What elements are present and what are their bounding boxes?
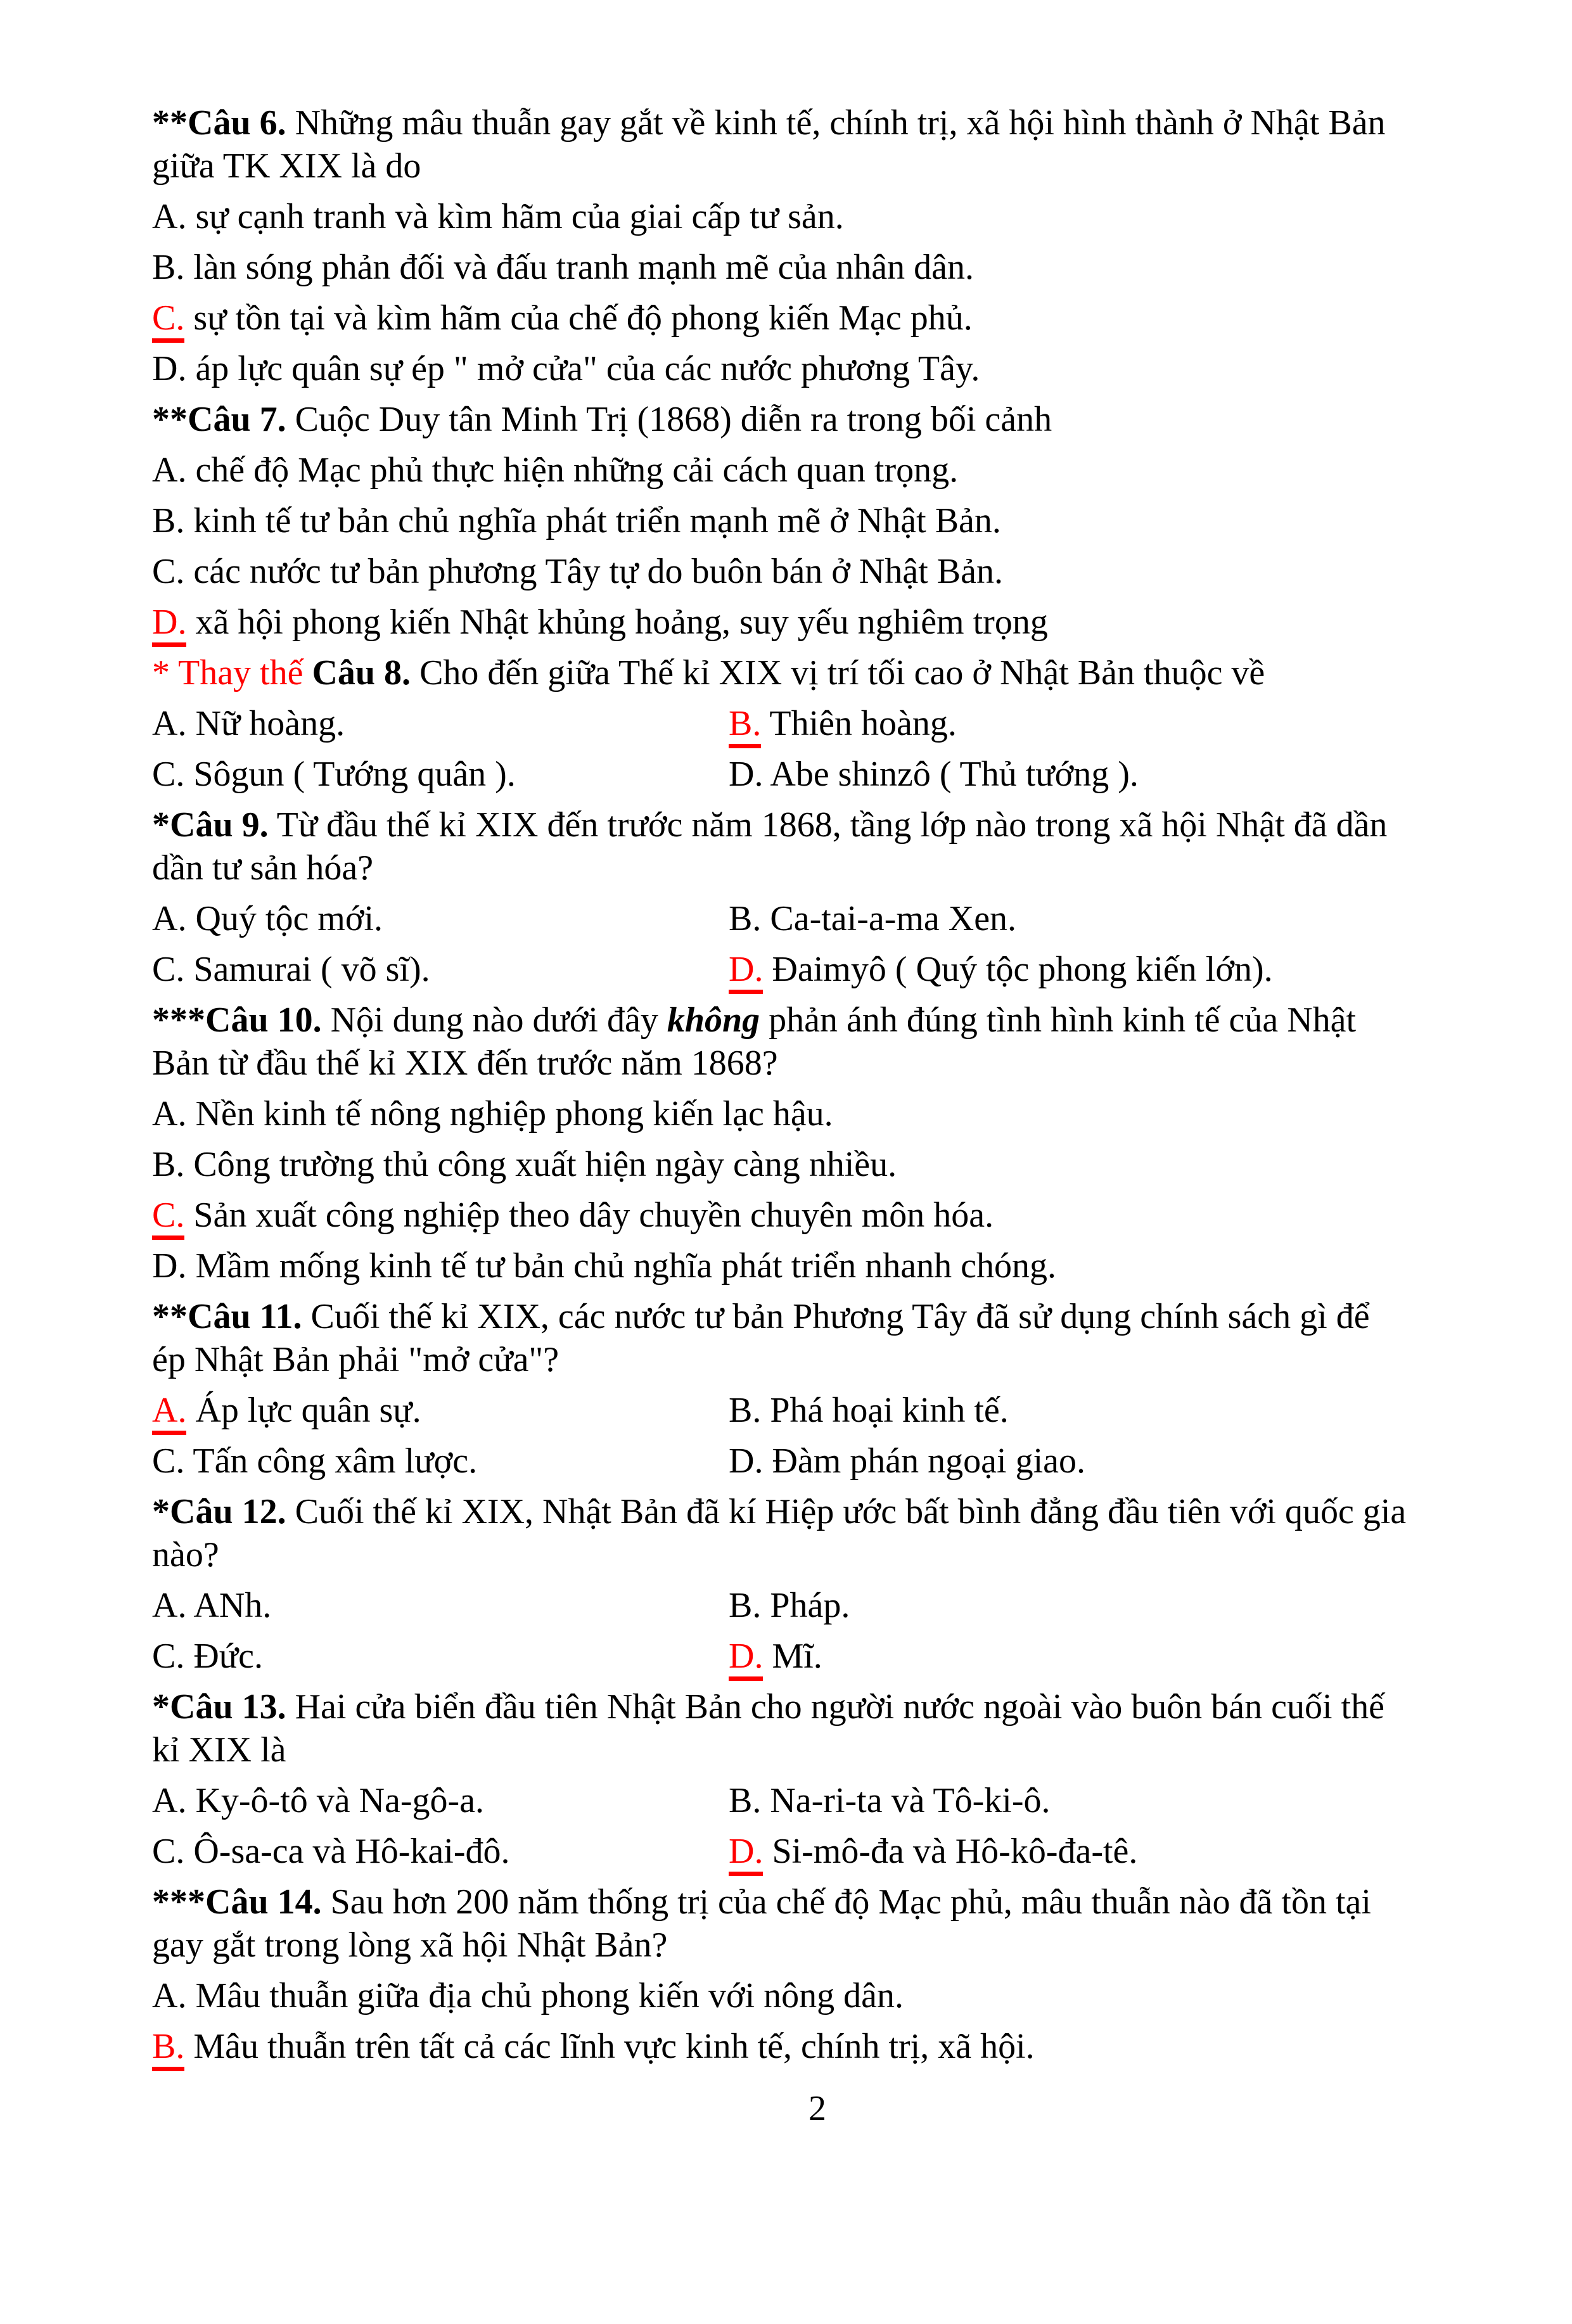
- option-row: [152, 449, 1483, 492]
- option-q11-b-text: Phá hoại kinh tế.: [770, 1391, 1009, 1430]
- option-q11-c-label: C.: [152, 1441, 185, 1481]
- option-q10-a: [152, 1092, 1483, 1135]
- option-q12-a: [152, 1584, 729, 1627]
- options-q11-row-2: [152, 1440, 1483, 1483]
- option-q12-d-text: Mĩ.: [772, 1637, 822, 1676]
- option-q11-c-text: Tấn công xâm lược.: [193, 1441, 478, 1481]
- option-q9-c-text: Samurai ( võ sĩ).: [193, 950, 430, 989]
- option-q11-a-label: A.: [152, 1391, 186, 1435]
- question-7-stem-text-1: Cuộc Duy tân Minh Trị (1868) diễn ra trong bối cảnh: [286, 400, 1052, 439]
- option-row: [152, 1974, 1483, 2017]
- option-q11-a: [152, 1389, 729, 1432]
- question-11-number: **Câu 11.: [152, 1297, 302, 1336]
- exam-page-content: [152, 101, 1483, 2130]
- question-9-stem-line-1: [152, 803, 1483, 846]
- option-q8-d-text: Abe shinzô ( Thủ tướng ).: [770, 755, 1139, 794]
- options-q9-row-1: [152, 897, 1483, 940]
- option-row: [152, 1194, 1483, 1237]
- question-13-stem-line-2: kỉ XIX là: [152, 1730, 286, 1770]
- option-q13-b: [729, 1779, 1483, 1822]
- option-q14-b-text: Mâu thuẫn trên tất cả các lĩnh vực kinh tế, chính trị, xã hội.: [193, 2027, 1035, 2066]
- option-q13-b-label: B.: [729, 1781, 762, 1820]
- option-q7-b-label: B.: [152, 501, 185, 540]
- option-row: [152, 297, 1483, 340]
- option-row: [152, 1244, 1483, 1287]
- option-q13-d: [729, 1830, 1483, 1873]
- options-q9-row-2: [152, 948, 1483, 991]
- question-6-stem-line-1: [152, 101, 1483, 144]
- option-q11-d-text: Đàm phán ngoại giao.: [772, 1441, 1085, 1481]
- option-q6-c-text: sự tồn tại và kìm hãm của chế độ phong kiến Mạc phủ.: [193, 298, 973, 338]
- page-number: 2: [808, 2089, 826, 2128]
- question-10: [152, 999, 1483, 1287]
- question-12: [152, 1490, 1483, 1678]
- question-8-stem-text-1: Cho đến giữa Thế kỉ XIX vị trí tối cao ở Nhật Bản thuộc về: [411, 653, 1265, 693]
- option-q13-a-label: A.: [152, 1781, 187, 1820]
- question-6: [152, 101, 1483, 390]
- option-q7-a-text: chế độ Mạc phủ thực hiện những cải cách quan trọng.: [195, 450, 959, 490]
- option-q7-c-label: C.: [152, 552, 185, 591]
- option-q8-b-text: Thiên hoàng.: [769, 704, 957, 743]
- question-7: [152, 398, 1483, 644]
- option-q7-d: [152, 601, 1483, 644]
- option-q8-b: [729, 702, 1483, 745]
- option-q10-b-label: B.: [152, 1145, 185, 1184]
- question-10-stem: [152, 999, 1483, 1085]
- option-q13-c: [152, 1830, 729, 1873]
- option-q11-d: [729, 1440, 1483, 1483]
- option-q8-a-label: A.: [152, 704, 187, 743]
- option-q9-d: [729, 948, 1483, 991]
- option-q7-c-text: các nước tư bản phương Tây tự do buôn bán ở Nhật Bản.: [193, 552, 1003, 591]
- option-q12-b-label: B.: [729, 1586, 762, 1625]
- option-q12-c: [152, 1635, 729, 1678]
- option-q8-d-label: D.: [729, 755, 764, 794]
- question-9-stem-text-1: Từ đầu thế kỉ XIX đến trước năm 1868, tầng lớp nào trong xã hội Nhật đã dần: [268, 805, 1388, 845]
- question-12-stem-line-2: nào?: [152, 1535, 219, 1574]
- option-q10-b: [152, 1143, 1483, 1186]
- question-14-stem-line-2: gay gắt trong lòng xã hội Nhật Bản?: [152, 1925, 668, 1965]
- question-6-number: **Câu 6.: [152, 103, 286, 143]
- option-q10-a-label: A.: [152, 1094, 187, 1133]
- question-13-stem-line-1: [152, 1685, 1483, 1728]
- question-7-stem-line-1: [152, 398, 1483, 441]
- option-q12-d-label: D.: [729, 1637, 763, 1681]
- question-14-stem-line-1: [152, 1880, 1483, 1924]
- option-q12-a-text: ANh.: [193, 1586, 272, 1625]
- question-8-number: Câu 8.: [312, 653, 411, 693]
- option-row: [152, 2025, 1483, 2068]
- option-q10-d-text: Mầm mống kinh tế tư bản chủ nghĩa phát triển nhanh chóng.: [195, 1246, 1056, 1286]
- option-q12-b-text: Pháp.: [770, 1586, 850, 1625]
- question-8: [152, 651, 1483, 796]
- question-12-stem-text-1: Cuối thế kỉ XIX, Nhật Bản đã kí Hiệp ước bất bình đẳng đầu tiên với quốc gia: [286, 1492, 1407, 1531]
- question-13-number: *Câu 13.: [152, 1687, 286, 1727]
- question-13: [152, 1685, 1483, 1873]
- option-q7-d-label: D.: [152, 603, 186, 647]
- option-q6-b-label: B.: [152, 248, 185, 287]
- question-12-number: *Câu 12.: [152, 1492, 286, 1531]
- option-row: [152, 550, 1483, 593]
- question-8-stem-line-1: [152, 651, 1483, 694]
- option-q8-c-text: Sôgun ( Tướng quân ).: [193, 755, 516, 794]
- option-q12-b: [729, 1584, 1483, 1627]
- option-q9-b-label: B.: [729, 899, 762, 938]
- question-14-number: ***Câu 14.: [152, 1882, 322, 1922]
- option-q13-b-text: Na-ri-ta và Tô-ki-ô.: [770, 1781, 1051, 1820]
- option-row: [152, 499, 1483, 542]
- question-11-stem: [152, 1295, 1483, 1381]
- question-11-stem-line-1: [152, 1295, 1483, 1338]
- question-6-stem: [152, 101, 1483, 188]
- option-row: [152, 1092, 1483, 1135]
- question-12-stem: [152, 1490, 1483, 1576]
- option-q7-a: [152, 449, 1483, 492]
- option-q9-a-label: A.: [152, 899, 187, 938]
- options-q12-row-2: [152, 1635, 1483, 1678]
- question-9-number: *Câu 9.: [152, 805, 269, 845]
- option-q8-b-label: B.: [729, 704, 761, 748]
- option-row: [152, 347, 1483, 390]
- option-q6-a: [152, 195, 1483, 238]
- option-row: [152, 195, 1483, 238]
- option-q14-a: [152, 1974, 1483, 2017]
- option-q13-a-text: Ky-ô-tô và Na-gô-a.: [195, 1781, 485, 1820]
- option-q6-c: [152, 297, 1483, 340]
- options-q13-row-2: [152, 1830, 1483, 1873]
- options-q8-row-2: [152, 753, 1483, 796]
- option-q14-a-label: A.: [152, 1976, 187, 2015]
- option-q7-a-label: A.: [152, 450, 187, 490]
- option-row: [152, 601, 1483, 644]
- option-q8-d: [729, 753, 1483, 796]
- question-7-stem: [152, 398, 1483, 441]
- question-13-stem: [152, 1685, 1483, 1772]
- option-q12-c-text: Đức.: [193, 1637, 264, 1676]
- option-q8-a: [152, 702, 729, 745]
- option-q6-a-text: sự cạnh tranh và kìm hãm của giai cấp tư sản.: [195, 197, 844, 236]
- option-q13-d-text: Si-mô-đa và Hô-kô-đa-tê.: [772, 1832, 1138, 1871]
- option-q11-b-label: B.: [729, 1391, 762, 1430]
- option-q8-c: [152, 753, 729, 796]
- option-q7-b: [152, 499, 1483, 542]
- options-q12-row-1: [152, 1584, 1483, 1627]
- option-q13-d-label: D.: [729, 1832, 763, 1876]
- option-row: [152, 1143, 1483, 1186]
- option-q10-c-text: Sản xuất công nghiệp theo dây chuyền chuyên môn hóa.: [193, 1196, 994, 1235]
- question-6-stem-text-1: Những mâu thuẫn gay gắt về kinh tế, chính trị, xã hội hình thành ở Nhật Bản: [286, 103, 1386, 143]
- question-13-stem-text-1: Hai cửa biển đầu tiên Nhật Bản cho người nước ngoài vào buôn bán cuối thế: [286, 1687, 1384, 1727]
- question-11: [152, 1295, 1483, 1483]
- option-q10-d: [152, 1244, 1483, 1287]
- option-q10-a-text: Nền kinh tế nông nghiệp phong kiến lạc hậu.: [195, 1094, 833, 1133]
- option-q10-b-text: Công trường thủ công xuất hiện ngày càng nhiều.: [193, 1145, 897, 1184]
- option-row: [152, 246, 1483, 289]
- question-14: [152, 1880, 1483, 2068]
- option-q12-d: [729, 1635, 1483, 1678]
- question-9-stem: [152, 803, 1483, 890]
- question-8-stem: [152, 651, 1483, 694]
- question-7-number: **Câu 7.: [152, 400, 286, 439]
- options-q13-row-1: [152, 1779, 1483, 1822]
- option-q6-d-label: D.: [152, 349, 187, 388]
- option-q6-d: [152, 347, 1483, 390]
- question-11-stem-text-1: Cuối thế kỉ XIX, các nước tư bản Phương Tây đã sử dụng chính sách gì để: [302, 1297, 1370, 1336]
- question-6-stem-line-2: giữa TK XIX là do: [152, 146, 421, 186]
- option-q14-b: [152, 2025, 1483, 2068]
- question-9-stem-line-2: dần tư sản hóa?: [152, 848, 374, 888]
- question-12-stem-line-1: [152, 1490, 1483, 1533]
- question-10-emphasis-khong: không: [667, 1000, 760, 1040]
- option-q13-c-label: C.: [152, 1832, 185, 1871]
- option-q14-a-text: Mâu thuẫn giữa địa chủ phong kiến với nông dân.: [195, 1976, 904, 2015]
- question-10-number: ***Câu 10.: [152, 1000, 322, 1040]
- option-q7-b-text: kinh tế tư bản chủ nghĩa phát triển mạnh mẽ ở Nhật Bản.: [193, 501, 1001, 540]
- option-q11-b: [729, 1389, 1483, 1432]
- option-q6-b-text: làn sóng phản đối và đấu tranh mạnh mẽ của nhân dân.: [193, 248, 975, 287]
- question-10-stem-line-2: Bản từ đầu thế kỉ XIX đến trước năm 1868?: [152, 1044, 778, 1083]
- option-q13-a: [152, 1779, 729, 1822]
- document-page: [0, 101, 1572, 2324]
- option-q11-d-label: D.: [729, 1441, 764, 1481]
- option-q10-c-label: C.: [152, 1196, 184, 1240]
- options-q8-row-1: [152, 702, 1483, 745]
- option-q9-c-label: C.: [152, 950, 185, 989]
- question-10-stem-text-1b: phản ánh đúng tình hình kinh tế của Nhật: [760, 1000, 1357, 1040]
- option-q7-c: [152, 550, 1483, 593]
- option-q12-a-label: A.: [152, 1586, 187, 1625]
- question-14-stem-text-1: Sau hơn 200 năm thống trị của chế độ Mạc phủ, mâu thuẫn nào đã tồn tại: [321, 1882, 1371, 1922]
- option-q10-d-label: D.: [152, 1246, 187, 1286]
- question-9: [152, 803, 1483, 991]
- option-q9-a: [152, 897, 729, 940]
- option-q7-d-text: xã hội phong kiến Nhật khủng hoảng, suy yếu nghiêm trọng: [195, 603, 1048, 642]
- option-q6-c-label: C.: [152, 298, 184, 343]
- option-q13-c-text: Ô-sa-ca và Hô-kai-đô.: [193, 1832, 510, 1871]
- option-q6-a-label: A.: [152, 197, 187, 236]
- option-q9-b: [729, 897, 1483, 940]
- option-q11-c: [152, 1440, 729, 1483]
- option-q9-c: [152, 948, 729, 991]
- question-14-stem: [152, 1880, 1483, 1967]
- option-q8-a-text: Nữ hoàng.: [195, 704, 345, 743]
- option-q9-d-label: D.: [729, 950, 763, 994]
- option-q12-c-label: C.: [152, 1637, 185, 1676]
- option-q9-a-text: Quý tộc mới.: [195, 899, 383, 938]
- option-q10-c: [152, 1194, 1483, 1237]
- options-q11-row-1: [152, 1389, 1483, 1432]
- question-10-stem-line-1: [152, 999, 1483, 1042]
- option-q11-a-text: Áp lực quân sự.: [195, 1391, 421, 1430]
- option-q9-b-text: Ca-tai-a-ma Xen.: [770, 899, 1017, 938]
- option-q6-b: [152, 246, 1483, 289]
- question-11-stem-line-2: ép Nhật Bản phải "mở cửa"?: [152, 1340, 559, 1379]
- option-q9-d-text: Đaimyô ( Quý tộc phong kiến lớn).: [772, 950, 1273, 989]
- option-q8-c-label: C.: [152, 755, 185, 794]
- option-q6-d-text: áp lực quân sự ép " mở cửa" của các nước phương Tây.: [195, 349, 980, 388]
- question-10-stem-text-1a: Nội dung nào dưới đây: [321, 1000, 667, 1040]
- option-q14-b-label: B.: [152, 2027, 184, 2071]
- question-8-replacement-note: * Thay thế: [152, 653, 312, 693]
